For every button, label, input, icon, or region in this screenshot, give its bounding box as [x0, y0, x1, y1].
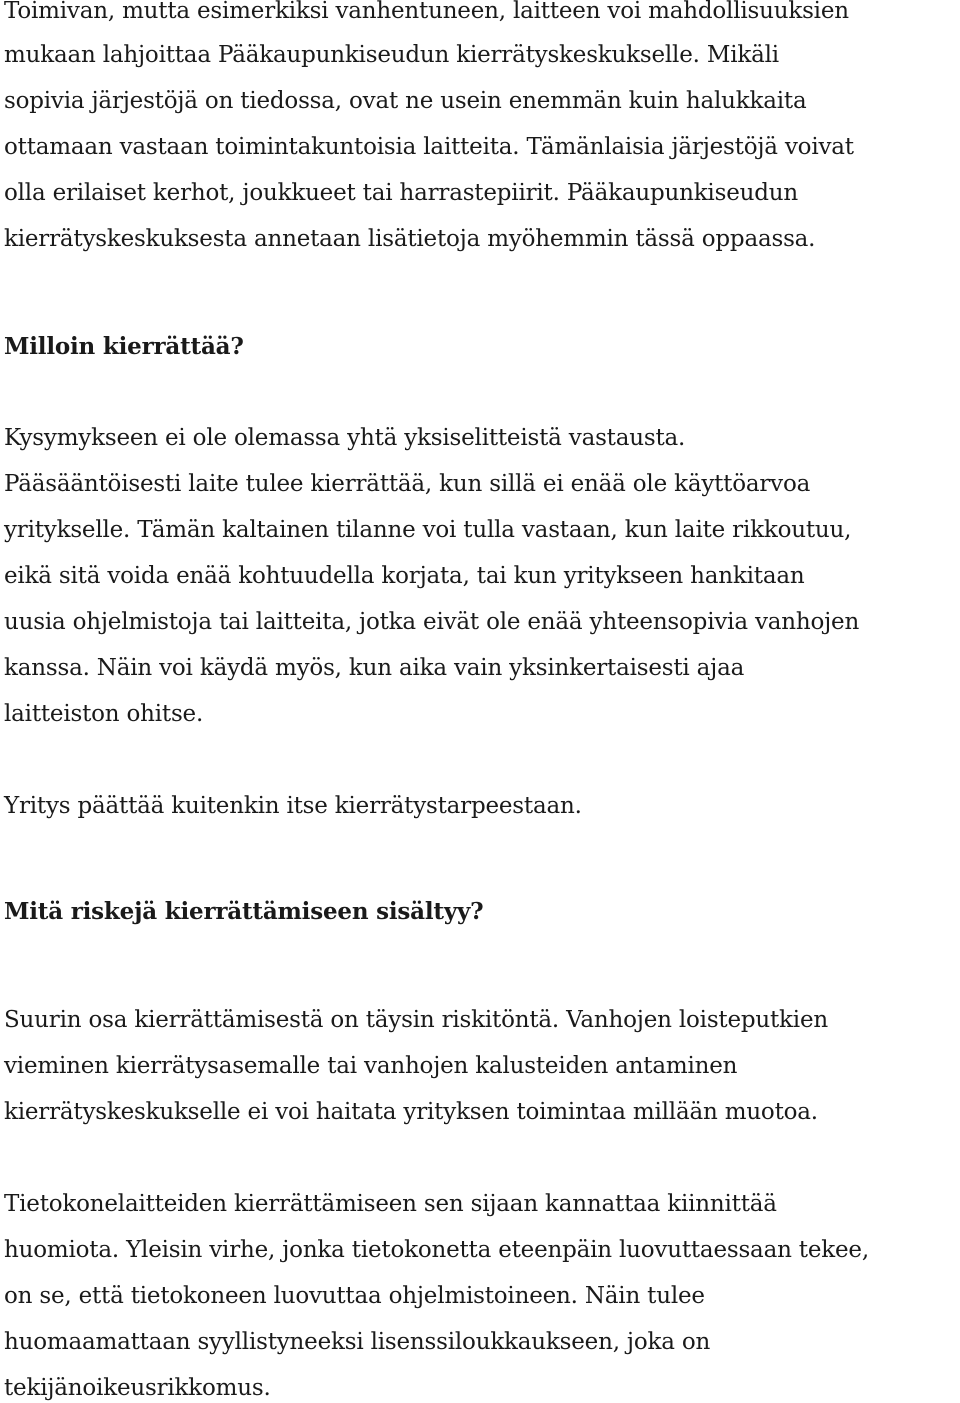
text-line: Suurin osa kierrättämisestä on täysin riskitöntä. Vanhojen loisteputkien	[4, 1007, 828, 1033]
text-line: Yritys päättää kuitenkin itse kierrätystarpeestaan.	[4, 793, 582, 819]
text-line: sopivia järjestöjä on tiedossa, ovat ne usein enemmän kuin halukkaita	[4, 88, 807, 114]
text-line: Tietokonelaitteiden kierrättämiseen sen sijaan kannattaa kiinnittää	[4, 1191, 777, 1217]
text-line: eikä sitä voida enää kohtuudella korjata, tai kun yritykseen hankitaan	[4, 563, 805, 589]
text-line: vieminen kierrätysasemalle tai vanhojen kalusteiden antaminen	[4, 1053, 738, 1079]
text-line: huomiota. Yleisin virhe, jonka tietokonetta eteenpäin luovuttaessaan tekee,	[4, 1237, 869, 1263]
section-heading: Milloin kierrättää?	[4, 333, 244, 360]
text-line: mukaan lahjoittaa Pääkaupunkiseudun kierrätyskeskukselle. Mikäli	[4, 42, 779, 68]
text-line: kierrätyskeskukselle ei voi haitata yrityksen toimintaa millään muotoa.	[4, 1099, 818, 1125]
text-line: Toimivan, mutta esimerkiksi vanhentuneen, laitteen voi mahdollisuuksien	[4, 0, 849, 24]
text-line: ottamaan vastaan toimintakuntoisia laitteita. Tämänlaisia järjestöjä voivat	[4, 134, 854, 160]
text-line: huomaamattaan syyllistyneeksi lisenssiloukkaukseen, joka on	[4, 1329, 711, 1355]
text-line: laitteiston ohitse.	[4, 701, 204, 727]
text-line: yritykselle. Tämän kaltainen tilanne voi tulla vastaan, kun laite rikkoutuu,	[4, 517, 852, 543]
text-line: kierrätyskeskuksesta annetaan lisätietoja myöhemmin tässä oppaassa.	[4, 226, 816, 252]
section-heading: Mitä riskejä kierrättämiseen sisältyy?	[4, 898, 484, 925]
text-line: uusia ohjelmistoja tai laitteita, jotka eivät ole enää yhteensopivia vanhojen	[4, 609, 860, 635]
text-line: Kysymykseen ei ole olemassa yhtä yksiselitteistä vastausta.	[4, 425, 686, 451]
text-line: on se, että tietokoneen luovuttaa ohjelmistoineen. Näin tulee	[4, 1283, 705, 1309]
text-line: Pääsääntöisesti laite tulee kierrättää, kun sillä ei enää ole käyttöarvoa	[4, 471, 811, 497]
text-line: kanssa. Näin voi käydä myös, kun aika vain yksinkertaisesti ajaa	[4, 655, 745, 681]
text-line: olla erilaiset kerhot, joukkueet tai harrastepiirit. Pääkaupunkiseudun	[4, 180, 798, 206]
text-line: tekijänoikeusrikkomus.	[4, 1375, 271, 1401]
